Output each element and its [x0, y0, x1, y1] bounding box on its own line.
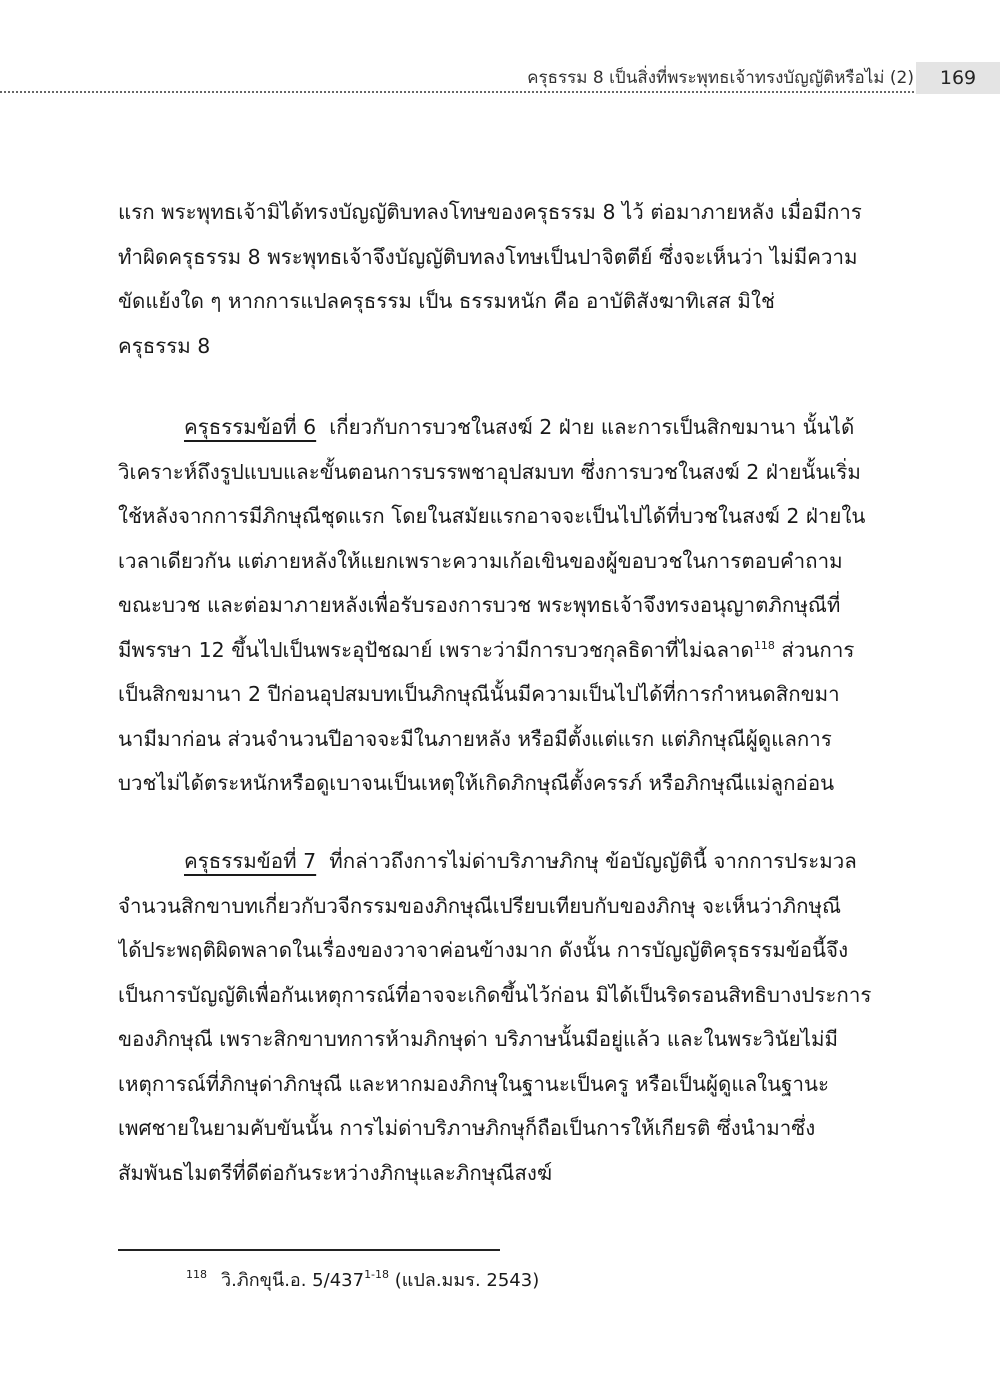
text-line: เหตุการณ์ที่ภิกษุด่าภิกษุณี และหากมองภิกษุในฐานะเป็นครู หรือเป็นผู้ดูแลในฐานะ	[118, 1071, 830, 1096]
paragraph-continuation	[118, 190, 886, 368]
text-line: แรก พระพุทธเจ้ามิได้ทรงบัญญัติบทลงโทษของครุธรรม 8 ไว้ ต่อมาภายหลัง เมื่อมีการ	[118, 200, 862, 224]
text-line: สัมพันธไมตรีที่ดีต่อกันระหว่างภิกษุและภิกษุณีสงฆ์	[118, 1160, 553, 1185]
header-dotted-rule	[0, 91, 922, 93]
paragraph-garudhamma-7	[118, 839, 886, 1195]
text-line: ของภิกษุณี เพราะสิกขาบทการห้ามภิกษุด่า บริภาษนั้นมีอยู่แล้ว และในพระวินัยไม่มี	[118, 1027, 839, 1051]
text-line: เป็นการบัญญัติเพื่อกันเหตุการณ์ที่อาจจะเกิดขึ้นไว้ก่อน มิได้เป็นริดรอนสิทธิบางประการ	[118, 982, 872, 1007]
text-line: บวชไม่ได้ตระหนักหรือดูเบาจนเป็นเหตุให้เกิดภิกษุณีตั้งครรภ์ หรือภิกษุณีแม่ลูกอ่อน	[118, 771, 835, 795]
running-header-title: ครุธรรม 8 เป็นสิ่งที่พระพุทธเจ้าทรงบัญญัติหรือไม่ (2)	[527, 68, 914, 88]
text-segment: ที่กล่าวถึงการไม่ด่าบริภาษภิกษุ ข้อบัญญัตินี้ จากการประมวล	[329, 849, 857, 873]
text-line: ขัดแย้งใด ๆ หากการแปลครุธรรม เป็น ธรรมหนัก คือ อาบัติสังฆาทิเสส มิใช่	[118, 289, 775, 313]
text-segment: ส่วนการ	[774, 637, 855, 662]
footnote-text: (แปล.มมร. 2543)	[389, 1270, 540, 1291]
text-segment: มีพรรษา 12 ขึ้นไปเป็นพระอุปัชฌาย์ เพราะว่ามีการบวชกุลธิดาที่ไม่ฉลาด	[118, 637, 754, 662]
text-line: จำนวนสิกขาบทเกี่ยวกับวจีกรรมของภิกษุณีเปรียบเทียบกับของภิกษุ จะเห็นว่าภิกษุณี	[118, 893, 842, 918]
footnote-reference: 118	[753, 638, 775, 652]
footnote-rule	[118, 1249, 500, 1251]
text-line: นามีมาก่อน ส่วนจำนวนปีอาจจะมีในภายหลัง หรือมีตั้งแต่แรก แต่ภิกษุณีผู้ดูแลการ	[118, 726, 832, 751]
footnote-text: วิ.ภิกขุนี.อ. 5/437	[221, 1270, 365, 1291]
text-line: เพศชายในยามคับขันนั้น การไม่ด่าบริภาษภิกษุก็ถือเป็นการให้เกียรติ ซึ่งนำมาซึ่ง	[118, 1116, 816, 1140]
page-number-tab	[916, 62, 1000, 94]
text-line	[118, 405, 886, 450]
text-line: ได้ประพฤติผิดพลาดในเรื่องของวาจาค่อนข้างมาก ดังนั้น การบัญญัติครุธรรมข้อนี้จึง	[118, 938, 849, 962]
footnote-superscript: 1-18	[364, 1268, 390, 1281]
text-line	[118, 628, 886, 673]
text-line: วิเคราะห์ถึงรูปแบบและขั้นตอนการบรรพชาอุปสมบท ซึ่งการบวชในสงฆ์ 2 ฝ่ายนั้นเริ่ม	[118, 459, 861, 484]
text-line: เป็นสิกขมานา 2 ปีก่อนอุปสมบทเป็นภิกษุณีนั้นมีความเป็นไปได้ที่การกำหนดสิกขมา	[118, 682, 840, 706]
section-heading-7: ครุธรรมข้อที่ 7	[184, 849, 317, 873]
section-heading-6: ครุธรรมข้อที่ 6	[184, 415, 317, 439]
text-line: ทำผิดครุธรรม 8 พระพุทธเจ้าจึงบัญญัติบทลงโทษเป็นปาจิตตีย์ ซึ่งจะเห็นว่า ไม่มีความ	[118, 244, 858, 269]
text-line: ครุธรรม 8	[118, 333, 211, 358]
text-segment: เกี่ยวกับการบวชในสงฆ์ 2 ฝ่าย และการเป็นสิกขมานา นั้นได้	[329, 415, 855, 439]
text-line: เวลาเดียวกัน แต่ภายหลังให้แยกเพราะความเก้อเขินของผู้ขอบวชในการตอบคำถาม	[118, 548, 843, 573]
text-line: ใช้หลังจากการมีภิกษุณีชุดแรก โดยในสมัยแรกอาจจะเป็นไปได้ที่บวชในสงฆ์ 2 ฝ่ายใน	[118, 504, 866, 528]
text-line	[118, 839, 886, 884]
paragraph-garudhamma-6	[118, 405, 886, 806]
footnote-number: 118	[186, 1268, 207, 1281]
page-number: 169	[939, 67, 977, 89]
footnote	[186, 1265, 539, 1294]
text-line: ขณะบวช และต่อมาภายหลังเพื่อรับรองการบวช พระพุทธเจ้าจึงทรงอนุญาตภิกษุณีที่	[118, 593, 841, 617]
